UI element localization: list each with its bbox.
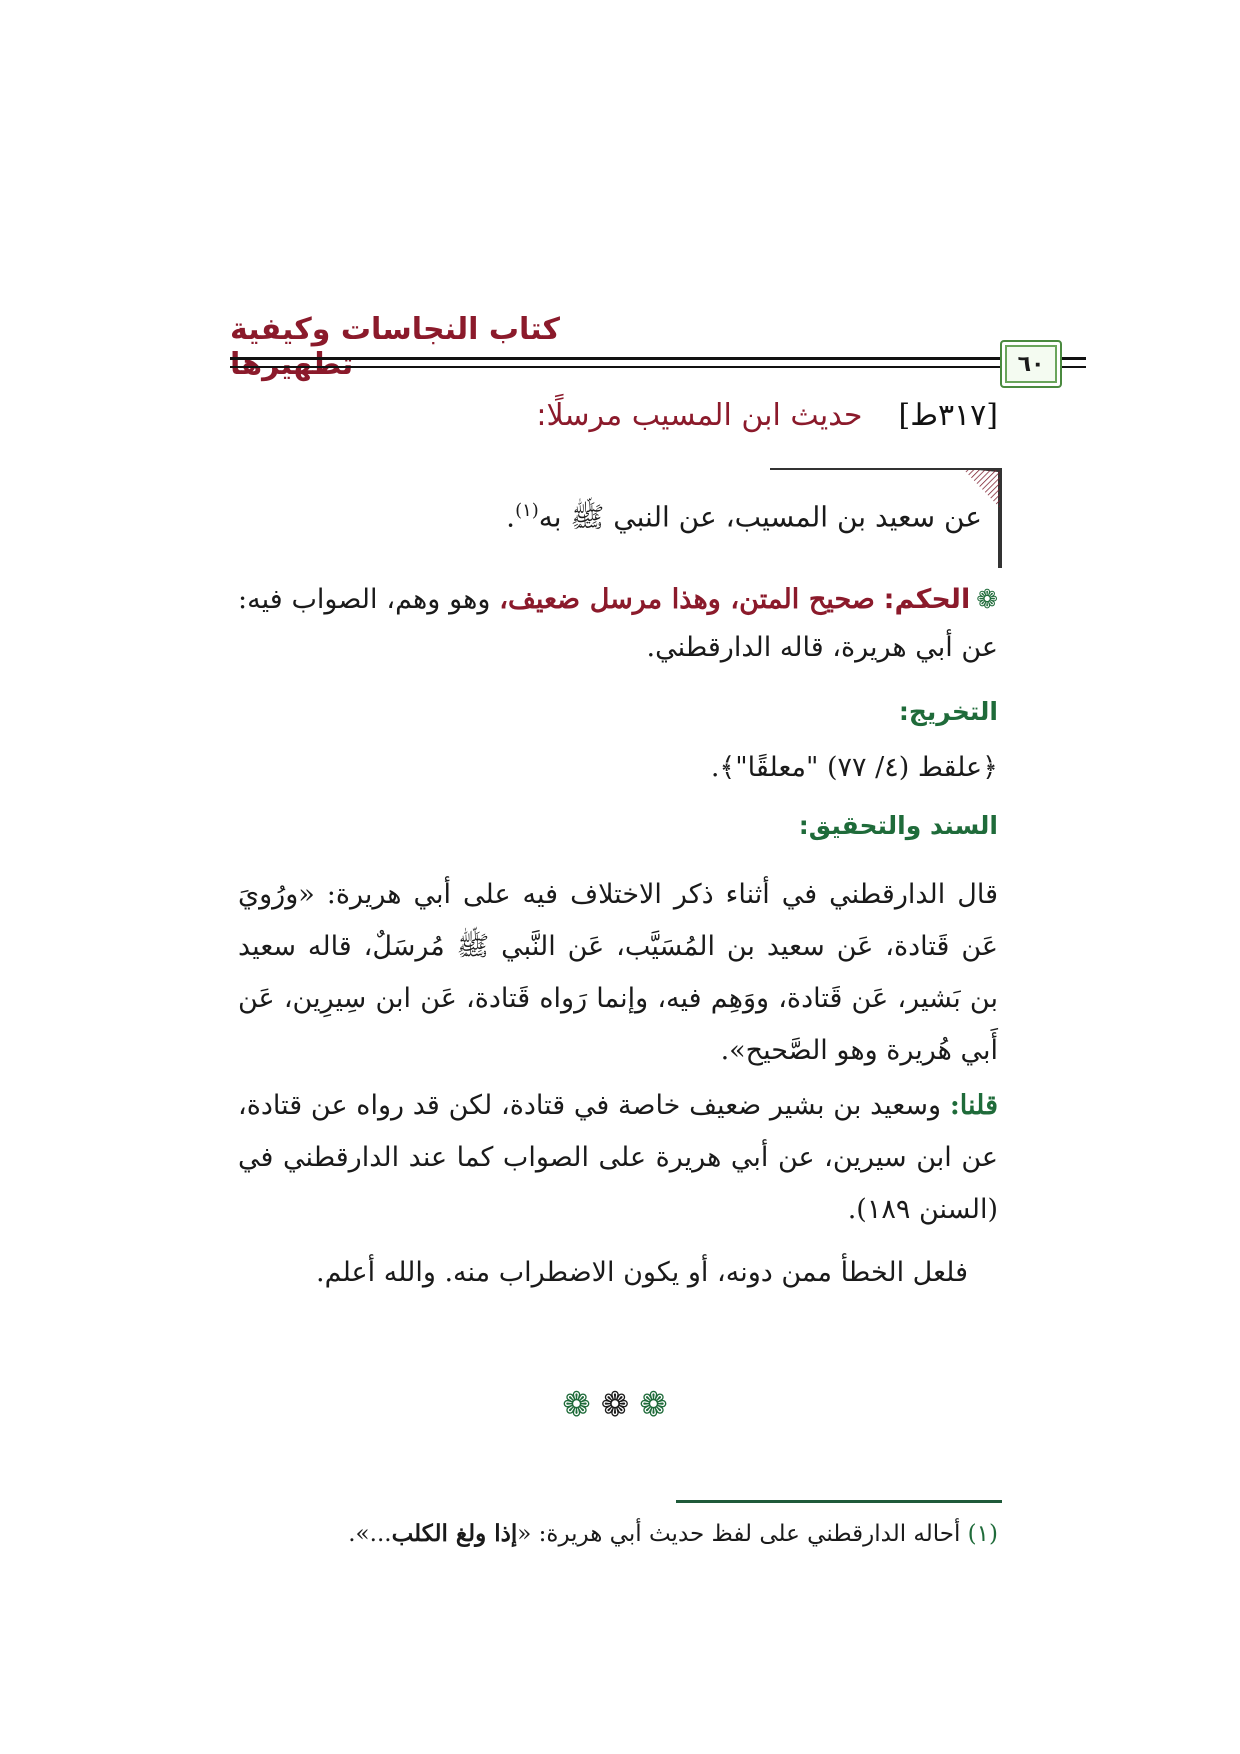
header-rule [1060, 366, 1086, 368]
ruling-label: الحكم: [883, 584, 971, 615]
flower-icon: ❁ [976, 585, 998, 615]
page-number: ٦٠ [1017, 351, 1045, 377]
hadith-title: حديث ابن المسيب مرسلًا: [536, 398, 863, 433]
flower-ornament-icon: ❁ [562, 1385, 601, 1425]
section-divider [520, 1385, 720, 1425]
ruling-text: وهو وهم، الصواب فيه: عن أبي هريرة، قاله الدارقطني. [238, 584, 998, 663]
ruling-paragraph [238, 576, 998, 672]
conclusion-paragraph: فلعل الخطأ ممن دونه، أو يكون الاضطراب منه. والله أعلم. [316, 1257, 968, 1288]
page-number-badge [1000, 340, 1062, 388]
header-rule [230, 357, 1000, 360]
flower-ornament-icon: ❁ [600, 1385, 640, 1425]
footnote-bold-text: إذا ولغ الكلب [391, 1520, 518, 1547]
qulna-paragraph [238, 1080, 998, 1236]
hadith-number: [٣١٧ط] [898, 398, 998, 433]
footnote-rule [676, 1500, 1002, 1503]
sanad-heading: السند والتحقيق: [798, 811, 998, 840]
footnote [238, 1520, 998, 1547]
takhrij-heading: التخريج: [898, 697, 998, 726]
qulna-text: وسعيد بن بشير ضعيف خاصة في قتادة، لكن قد رواه عن قتادة، عن ابن سيرين، عن أبي هريرة على الصواب كما عند الدارقطني في (السنن ١٨٩). [238, 1090, 998, 1225]
hadith-text [282, 500, 982, 540]
ruling-verdict: صحيح المتن، وهذا مرسل ضعيف، [499, 584, 875, 615]
footnote-number: (١) [967, 1521, 998, 1547]
book-title: كتاب النجاسات وكيفية تطهيرها [230, 312, 560, 382]
footnote-text: أحاله الدارقطني على لفظ حديث أبي هريرة: « [517, 1521, 968, 1547]
hadith-text-end: . [506, 500, 516, 534]
header-rule [1060, 357, 1086, 360]
footnote-ref[interactable]: (١) [515, 500, 539, 521]
qulna-label: قلنا: [949, 1090, 998, 1121]
header-rule [230, 366, 1000, 368]
sanad-paragraph: قال الدارقطني في أثناء ذكر الاختلاف فيه على أبي هريرة: «ورُويَ عَن قَتادة، عَن سعيد بن المُسَيَّب، عَن النَّبي ﷺ مُرسَلٌ، قاله سعيد بن بَشير، عَن قَتادة، ووَهِم فيه، وإنما رَواه قَتادة، عَن ابن سِيرِين، عَن أَبي هُريرة وهو الصَّحيح». [238, 879, 998, 1066]
takhrij-text: ﴿علقط (٤/ ٧٧) "معلقًا"﴾. [710, 752, 998, 783]
hadith-heading [398, 398, 998, 433]
hadith-text-body: عن سعيد بن المسيب، عن النبي ﷺ به [538, 500, 982, 534]
footnote-text-end: ...». [348, 1521, 392, 1547]
flower-ornament-icon: ❁ [639, 1385, 678, 1425]
